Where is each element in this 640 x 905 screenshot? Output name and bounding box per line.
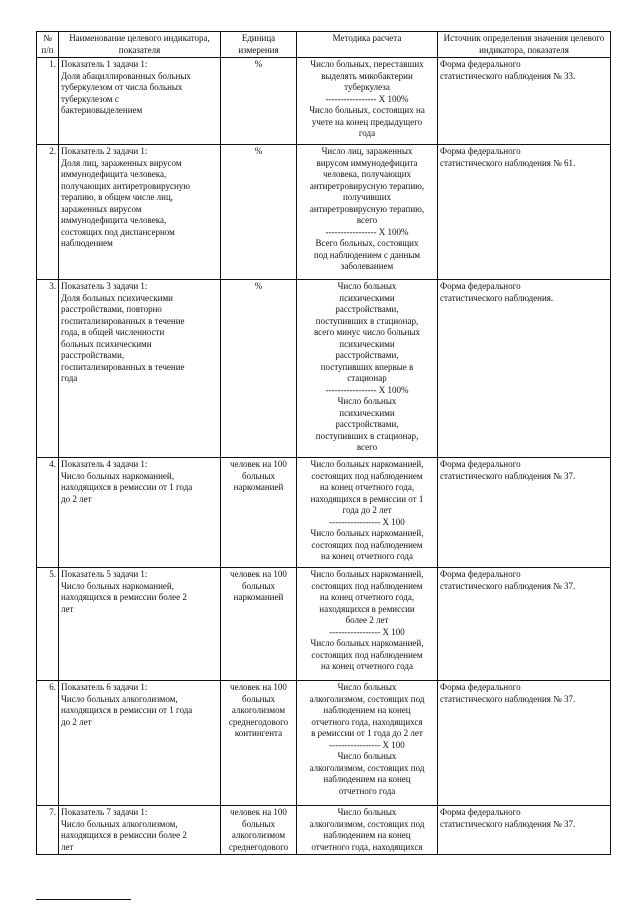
indicator-name	[59, 58, 221, 145]
source-cell-line: Форма федерального	[440, 281, 521, 291]
indicator-name-line: Число больных наркоманией,	[61, 580, 174, 591]
source-cell	[438, 681, 611, 806]
method-cell	[297, 806, 438, 855]
unit-cell-line: среднегодового	[228, 716, 289, 727]
method-cell-line: поступивших впервые в	[320, 361, 414, 372]
indicator-name-line: находящихся в ремиссии более 2	[61, 830, 187, 840]
source-cell-line: статистического наблюдения.	[440, 292, 554, 303]
header-method: Методика расчета	[297, 32, 438, 58]
table-row	[37, 806, 611, 855]
method-cell-line: всего	[356, 442, 378, 452]
method-cell-line: получивших	[342, 192, 392, 202]
unit-cell-line: алкоголизмом	[231, 830, 286, 840]
method-cell	[297, 58, 438, 145]
method-cell-line: расстройствами,	[335, 419, 399, 429]
unit-cell-line: человек на 100	[230, 569, 287, 579]
unit-cell-line: алкоголизмом	[231, 705, 286, 715]
method-cell	[297, 568, 438, 681]
indicator-name-line: получающих антиретровирусную	[61, 180, 191, 191]
method-cell-line: состоящих под наблюдением	[311, 580, 423, 591]
row-number: 2.	[37, 145, 59, 280]
indicator-name-line: терапию, в общем числе лиц,	[61, 192, 174, 202]
table-row	[37, 568, 611, 681]
source-cell	[438, 806, 611, 855]
method-cell-line: расстройствами,	[335, 350, 399, 360]
method-cell-line: наблюдением на конец	[323, 830, 411, 840]
row-number: 3.	[37, 280, 59, 458]
indicator-name-line: Показатель 7 задачи 1:	[61, 807, 148, 817]
method-cell-line: учете на конец предыдущего	[311, 116, 423, 127]
indicator-name-line: Показатель 4 задачи 1:	[61, 459, 148, 469]
indicator-name-line: иммунодефицита человека,	[61, 169, 167, 179]
method-cell	[297, 458, 438, 568]
source-cell-line: статистического наблюдения № 37.	[440, 693, 576, 704]
indicator-name-line: Число больных наркоманией,	[61, 470, 174, 481]
indicator-name-line: Доля лиц, зараженных вирусом	[61, 157, 182, 168]
indicator-name-line: находящихся в ремиссии более 2	[61, 592, 187, 602]
header-source: Источник определения значения целевого индикатора, показателя	[438, 32, 611, 58]
method-cell	[297, 280, 438, 458]
method-cell-line: поступивших в стационар,	[315, 315, 419, 326]
unit-cell-line: %	[254, 281, 263, 291]
source-cell-line: Форма федерального	[440, 569, 521, 579]
indicator-name-line: до 2 лет	[61, 716, 92, 727]
method-cell-line: психическими	[339, 407, 395, 418]
source-cell-line: статистического наблюдения № 37.	[440, 470, 576, 481]
indicator-name-line: бактериовыделением	[61, 105, 143, 115]
source-cell-line: статистического наблюдения № 33.	[440, 70, 576, 81]
method-cell-line: Число больных наркоманией,	[310, 459, 424, 469]
method-cell	[297, 145, 438, 280]
indicator-name	[59, 280, 221, 458]
method-cell-line: состоящих под наблюдением	[311, 649, 423, 660]
method-cell-line: состоящих под наблюдением	[311, 539, 423, 550]
indicator-name-line: Доля абациллированных больных	[61, 70, 191, 81]
source-cell-line: Форма федерального	[440, 459, 521, 469]
indicator-name-line: находящихся в ремиссии от 1 года	[61, 705, 193, 715]
header-unit: Единица измерения	[221, 32, 297, 58]
indicator-name-line: лет	[61, 603, 74, 614]
method-cell-line: года до 2 лет	[342, 505, 392, 515]
indicator-name-line: зараженных вирусом	[61, 203, 142, 214]
unit-cell	[221, 568, 297, 681]
method-cell-line: Число больных, состоящих на	[309, 105, 425, 115]
method-cell-line: Число больных наркоманией,	[310, 569, 424, 579]
method-cell-line: алкоголизмом, состоящих под	[309, 762, 425, 773]
method-cell	[297, 681, 438, 806]
indicator-name	[59, 145, 221, 280]
method-cell-line: алкоголизмом, состоящих под	[309, 818, 425, 829]
indicator-name-line: туберкулезом от числа больных	[61, 82, 183, 92]
unit-cell-line: контингента	[234, 728, 283, 738]
indicator-name	[59, 458, 221, 568]
row-number: 5.	[37, 568, 59, 681]
method-cell-line: Число больных	[337, 751, 397, 761]
indicator-name-line: года, в общей численности	[61, 327, 165, 337]
method-cell-line: более 2 лет	[345, 615, 389, 625]
unit-cell-line: человек на 100	[230, 807, 287, 817]
table-row	[37, 145, 611, 280]
header-name: Наименование целевого индикатора, показателя	[59, 32, 221, 58]
method-cell-line: ----------------- Х 100	[329, 516, 405, 527]
unit-cell-line: больных	[242, 580, 275, 591]
method-cell-line: человека, получающих	[322, 169, 412, 179]
row-number: 7.	[37, 806, 59, 855]
method-cell-line: Число больных	[337, 682, 397, 692]
method-cell-line: поступивших в стационар,	[315, 430, 419, 441]
method-cell-line: ----------------- Х 100	[329, 739, 405, 750]
indicator-name-line: Показатель 6 задачи 1:	[61, 682, 148, 692]
unit-cell	[221, 458, 297, 568]
method-cell-line: на конец отчетного года	[321, 551, 413, 561]
method-cell-line: всего минус число больных	[313, 327, 421, 337]
source-cell	[438, 458, 611, 568]
table-row	[37, 458, 611, 568]
unit-cell-line: %	[254, 146, 263, 156]
unit-cell	[221, 681, 297, 806]
method-cell-line: алкоголизмом, состоящих под	[309, 693, 425, 704]
method-cell-line: выделять микобактерии	[321, 70, 413, 81]
method-cell-line: всего	[356, 215, 378, 225]
method-cell-line: Число больных	[337, 281, 397, 291]
indicator-name-line: года	[61, 373, 78, 383]
indicator-name-line: расстройствами, повторно	[61, 304, 162, 314]
unit-cell-line: человек на 100	[230, 459, 287, 469]
method-cell-line: отчетного года, находящихся	[311, 716, 423, 727]
method-cell-line: стационар	[347, 373, 387, 383]
method-cell-line: на конец отчетного года	[321, 661, 413, 671]
method-cell-line: находящихся в ремиссии	[319, 603, 415, 614]
indicator-name-line: госпитализированных в течение	[61, 361, 185, 372]
indicators-table	[36, 31, 611, 855]
indicator-name	[59, 568, 221, 681]
method-cell-line: заболеванием	[340, 261, 394, 271]
table-row	[37, 58, 611, 145]
unit-cell	[221, 280, 297, 458]
method-cell-line: расстройствами,	[335, 304, 399, 314]
indicator-name-line: Число больных алкоголизмом,	[61, 693, 178, 704]
method-cell-line: наблюдением на конец	[323, 705, 411, 715]
indicator-name	[59, 681, 221, 806]
unit-cell	[221, 145, 297, 280]
indicator-name-line: туберкулезом с	[61, 93, 119, 104]
indicator-name-line: состоящих под диспансерном	[61, 226, 175, 237]
unit-cell-line: больных	[242, 818, 275, 829]
indicator-name-line: госпитализированных в течение	[61, 315, 185, 326]
source-cell-line: Форма федерального	[440, 59, 521, 69]
unit-cell-line: больных	[242, 693, 275, 704]
indicator-name-line: Число больных алкоголизмом,	[61, 818, 178, 829]
indicator-name-line: Доля больных психическими	[61, 292, 173, 303]
indicator-name-line: Показатель 2 задачи 1:	[61, 146, 148, 156]
unit-cell-line: наркоманией	[233, 592, 284, 602]
indicator-name-line: расстройствами,	[61, 350, 125, 360]
indicator-name-line: Показатель 1 задачи 1:	[61, 59, 148, 69]
source-cell-line: статистического наблюдения № 37.	[440, 580, 576, 591]
source-cell-line: статистического наблюдения № 37.	[440, 818, 576, 829]
unit-cell-line: человек на 100	[230, 682, 287, 692]
method-cell-line: ----------------- Х 100	[329, 626, 405, 637]
indicator-name-line: больных психическими	[61, 338, 152, 349]
unit-cell-line: больных	[242, 470, 275, 481]
method-cell-line: ----------------- Х 100%	[325, 226, 409, 237]
row-number: 6.	[37, 681, 59, 806]
method-cell-line: года	[358, 128, 376, 138]
indicator-name-line: находящихся в ремиссии от 1 года	[61, 482, 193, 492]
method-cell-line: психическими	[339, 292, 395, 303]
method-cell-line: наблюдением на конец	[323, 774, 411, 784]
unit-cell-line: среднегодового	[228, 841, 289, 852]
method-cell-line: под наблюдением с данным	[313, 249, 421, 260]
indicator-name-line: Показатель 3 задачи 1:	[61, 281, 148, 291]
method-cell-line: Число лиц, зараженных	[321, 146, 413, 156]
method-cell-line: вирусом иммунодефицита	[316, 157, 418, 168]
method-cell-line: антиретровирусную терапию,	[309, 203, 425, 214]
source-cell-line: Форма федерального	[440, 146, 521, 156]
source-cell	[438, 145, 611, 280]
method-cell-line: в ремиссии от 1 года до 2 лет	[311, 728, 423, 738]
method-cell-line: Число больных, переставших	[310, 59, 424, 69]
unit-cell	[221, 58, 297, 145]
unit-cell	[221, 806, 297, 855]
header-num: № п/п	[37, 32, 59, 58]
unit-cell-line: %	[254, 59, 263, 69]
method-cell-line: на конец отчетного года,	[319, 592, 415, 602]
source-cell-line: Форма федерального	[440, 682, 521, 692]
table-row	[37, 681, 611, 806]
method-cell-line: ----------------- Х 100%	[325, 93, 409, 104]
method-cell-line: Число больных наркоманией,	[310, 528, 424, 538]
method-cell-line: ----------------- Х 100%	[325, 384, 409, 395]
method-cell-line: туберкулеза	[344, 82, 390, 92]
indicator-name-line: лет	[61, 841, 74, 852]
method-cell-line: отчетного года, находящихся	[311, 841, 423, 852]
source-cell-line: Форма федерального	[440, 807, 521, 817]
row-number: 4.	[37, 458, 59, 568]
method-cell-line: Число больных	[337, 396, 397, 406]
table-header-row	[37, 32, 611, 58]
row-number: 1.	[37, 58, 59, 145]
method-cell-line: находящихся в ремиссии от 1	[310, 493, 424, 504]
indicator-name-line: до 2 лет	[61, 493, 92, 504]
source-cell	[438, 58, 611, 145]
source-cell-line: статистического наблюдения № 61.	[440, 157, 576, 168]
method-cell-line: на конец отчетного года,	[319, 482, 415, 492]
method-cell-line: антиретровирусную терапию,	[309, 180, 425, 191]
indicator-name-line: иммунодефицита человека,	[61, 215, 167, 225]
method-cell-line: Число больных	[337, 807, 397, 817]
table-body	[37, 58, 611, 855]
indicator-name-line: Показатель 5 задачи 1:	[61, 569, 148, 579]
indicator-name-line: наблюдением	[61, 238, 113, 248]
source-cell	[438, 280, 611, 458]
method-cell-line: Всего больных, состоящих	[315, 238, 419, 248]
method-cell-line: отчетного года	[338, 785, 396, 796]
table-row	[37, 280, 611, 458]
footnote-rule	[36, 899, 131, 900]
method-cell-line: Число больных наркоманией,	[310, 638, 424, 648]
method-cell-line: психическими	[339, 338, 395, 349]
method-cell-line: состоящих под наблюдением	[311, 470, 423, 481]
source-cell	[438, 568, 611, 681]
indicator-name	[59, 806, 221, 855]
unit-cell-line: наркоманией	[233, 482, 284, 492]
